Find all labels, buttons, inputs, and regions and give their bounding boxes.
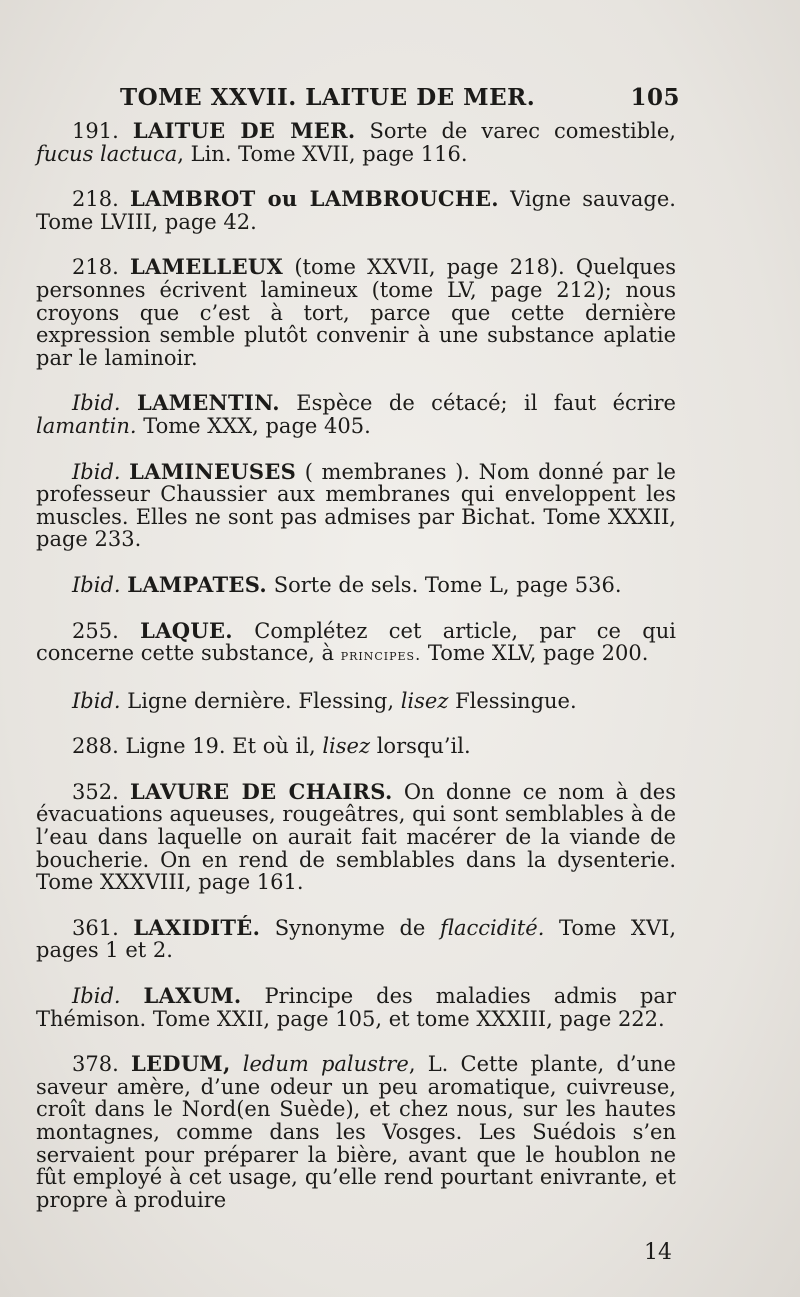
page-number: 105 (630, 84, 680, 111)
entry-laitue-de-mer: 191. LAITUE DE MER. Sorte de varec comestible, fucus lactuca, Lin. Tome XVII, page 116. (36, 118, 676, 166)
entry-ledum: 378. LEDUM, ledum palustre, L. Cette plante, d’une saveur amère, d’une odeur un peu aromatique, cuivreuse, croît dans le Nord(en Suède), et chez nous, sur les hautes montagnes, comme dans les Vosges. Les Suédois s’en servaient pour préparer la bière, avant que le houblon ne fût employé à cet usage, qu’elle rend pourtant enivrante, et propre à produire (36, 1051, 676, 1212)
entry-ligne-derniere: Ibid. Ligne dernière. Flessing, lisez Flessingue. (72, 688, 577, 713)
entry-ligne-19: 288. Ligne 19. Et où il, lisez lorsqu’il. (72, 734, 471, 759)
entry-laxum: Ibid. LAXUM. Principe des maladies admis par Thémison. Tome XXII, page 105, et tome XXXIII, page 222. (36, 983, 676, 1031)
entry-lamentin: Ibid. LAMENTIN. Espèce de cétacé; il faut écrire lamantin. Tome XXX, page 405. (36, 390, 676, 438)
entry-lampates: Ibid. LAMPATES. Sorte de sels. Tome L, page 536. (72, 571, 622, 597)
page-body (36, 120, 676, 1234)
entry-laque: 255. LAQUE. Complétez cet article, par ce qui concerne cette substance, à principes. Tome XLV, page 200. (36, 617, 676, 666)
entry-lambrot: 218. LAMBROT ou LAMBROUCHE. Vigne sauvage. Tome LVIII, page 42. (36, 186, 676, 234)
entry-lamineuses: Ibid. LAMINEUSES ( membranes ). Nom donné par le professeur Chaussier aux membranes qui enveloppent les muscles. Elles ne sont pas admises par Bichat. Tome XXXII, page 233. (36, 458, 676, 552)
running-header (120, 84, 680, 111)
signature-mark: 14 (644, 1240, 672, 1265)
running-title: TOME XXVII. LAITUE DE MER. (120, 84, 536, 111)
entry-lamelleux: 218. LAMELLEUX (tome XXVII, page 218). Quelques personnes écrivent lamineux (tome LV, page 212); nous croyons que c’est à tort, parce que cette dernière expression semble plutôt convenir à une substance aplatie par le laminoir. (36, 254, 676, 370)
entry-laxidite: 361. LAXIDITÉ. Synonyme de flaccidité. Tome XVI, pages 1 et 2. (36, 914, 676, 963)
entry-lavure-de-chairs: 352. LAVURE DE CHAIRS. On donne ce nom à des évacuations aqueuses, rougeâtres, qui sont semblables à de l’eau dans laquelle on aurait fait macérer de la viande de boucherie. On en rend de semblables dans la dysenterie. Tome XXXVIII, page 161. (36, 778, 677, 895)
